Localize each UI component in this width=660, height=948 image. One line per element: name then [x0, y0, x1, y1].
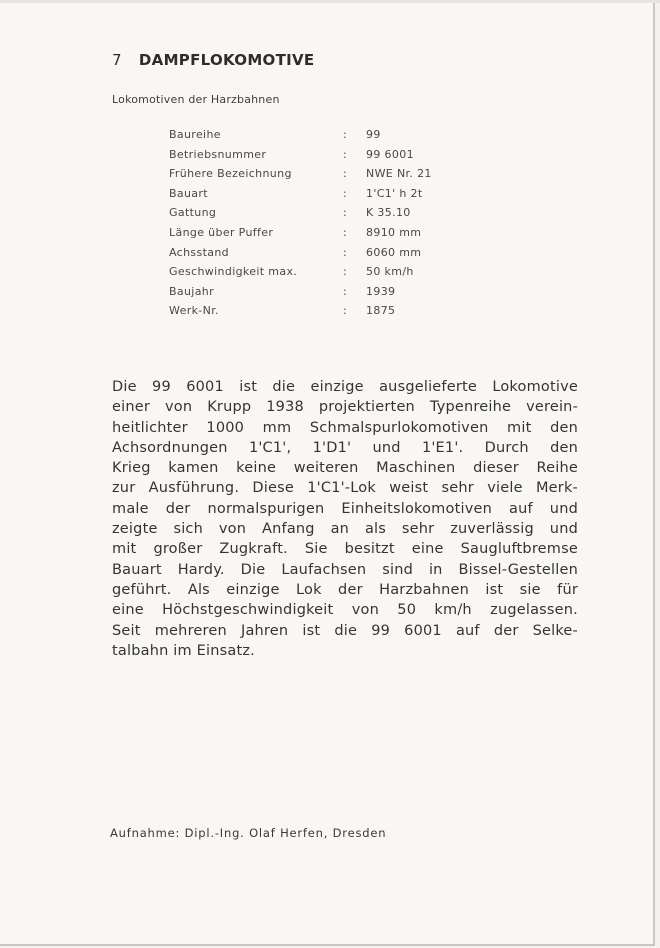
card-heading	[112, 51, 314, 69]
spec-separator: :	[343, 167, 348, 181]
description-line: zeigte sich von Anfang an als sehr zuverlässig und	[112, 521, 578, 538]
spec-separator: :	[343, 304, 348, 318]
spec-separator: :	[343, 206, 348, 220]
spec-label: Betriebsnummer	[169, 147, 267, 161]
description-line: male der normalspurigen Einheitslokomotiven auf und	[112, 500, 578, 517]
spec-separator: :	[343, 147, 348, 161]
photo-credit: Aufnahme: Dipl.-Ing. Olaf Herfen, Dresden	[110, 826, 387, 840]
spec-separator: :	[343, 265, 348, 279]
description-line: heitlichter 1000 mm Schmalspurlokomotiven mit den	[112, 419, 578, 436]
spec-separator: :	[343, 128, 348, 141]
description-line: eine Höchstgeschwindigkeit von 50 km/h zugelassen.	[112, 602, 578, 619]
card-subtitle: Lokomotiven der Harzbahnen	[112, 93, 280, 106]
spec-separator: :	[343, 186, 348, 200]
description-line: geführt. Als einzige Lok der Harzbahnen ist sie für	[112, 581, 578, 598]
spec-value: 99 6001	[366, 147, 414, 161]
description-line: zur Ausführung. Diese 1'C1'-Lok weist sehr viele Merk-	[112, 480, 578, 497]
spec-label: Baujahr	[169, 284, 214, 298]
spec-value: 50 km/h	[366, 265, 414, 279]
spec-value: 99	[366, 128, 381, 141]
description-line: Krieg kamen keine weiteren Maschinen dieser Reihe	[112, 460, 578, 477]
spec-value: 1939	[366, 284, 396, 298]
spec-label: Bauart	[169, 186, 208, 200]
spec-separator: :	[343, 225, 348, 239]
spec-value: K 35.10	[366, 206, 411, 220]
description-line: Achsordnungen 1'C1', 1'D1' und 1'E1'. Durch den	[112, 439, 578, 456]
card-top-edge	[0, 0, 660, 3]
spec-value: 1875	[366, 304, 396, 318]
spec-separator: :	[343, 284, 348, 298]
description-line: Die 99 6001 ist die einzige ausgelieferte Lokomotive	[112, 379, 578, 395]
spec-value: NWE Nr. 21	[366, 167, 432, 181]
spec-label: Achsstand	[169, 245, 229, 259]
card-number: 7	[112, 51, 122, 69]
description-text	[112, 377, 578, 661]
spec-label: Frühere Bezeichnung	[169, 167, 292, 181]
description-line: Bauart Hardy. Die Laufachsen sind in Bissel-Gestellen	[112, 561, 578, 578]
spec-value: 8910 mm	[366, 225, 422, 239]
spec-label: Geschwindigkeit max.	[169, 265, 298, 279]
spec-label: Baureihe	[169, 128, 221, 141]
spec-label: Werk-Nr.	[169, 304, 219, 318]
spec-value: 1'C1' h 2t	[366, 186, 423, 200]
card-title: DAMPFLOKOMOTIVE	[138, 51, 315, 69]
spec-separator: :	[343, 245, 348, 259]
spec-label: Länge über Puffer	[169, 225, 274, 239]
spec-value: 6060 mm	[366, 245, 422, 259]
description-line: talbahn im Einsatz.	[112, 642, 255, 659]
description-line: Seit mehreren Jahren ist die 99 6001 auf der Selke-	[112, 622, 578, 639]
description-line: einer von Krupp 1938 projektierten Typenreihe verein-	[112, 399, 578, 416]
description-line: mit großer Zugkraft. Sie besitzt eine Saugluftbremse	[112, 541, 578, 558]
spec-label: Gattung	[169, 206, 217, 220]
